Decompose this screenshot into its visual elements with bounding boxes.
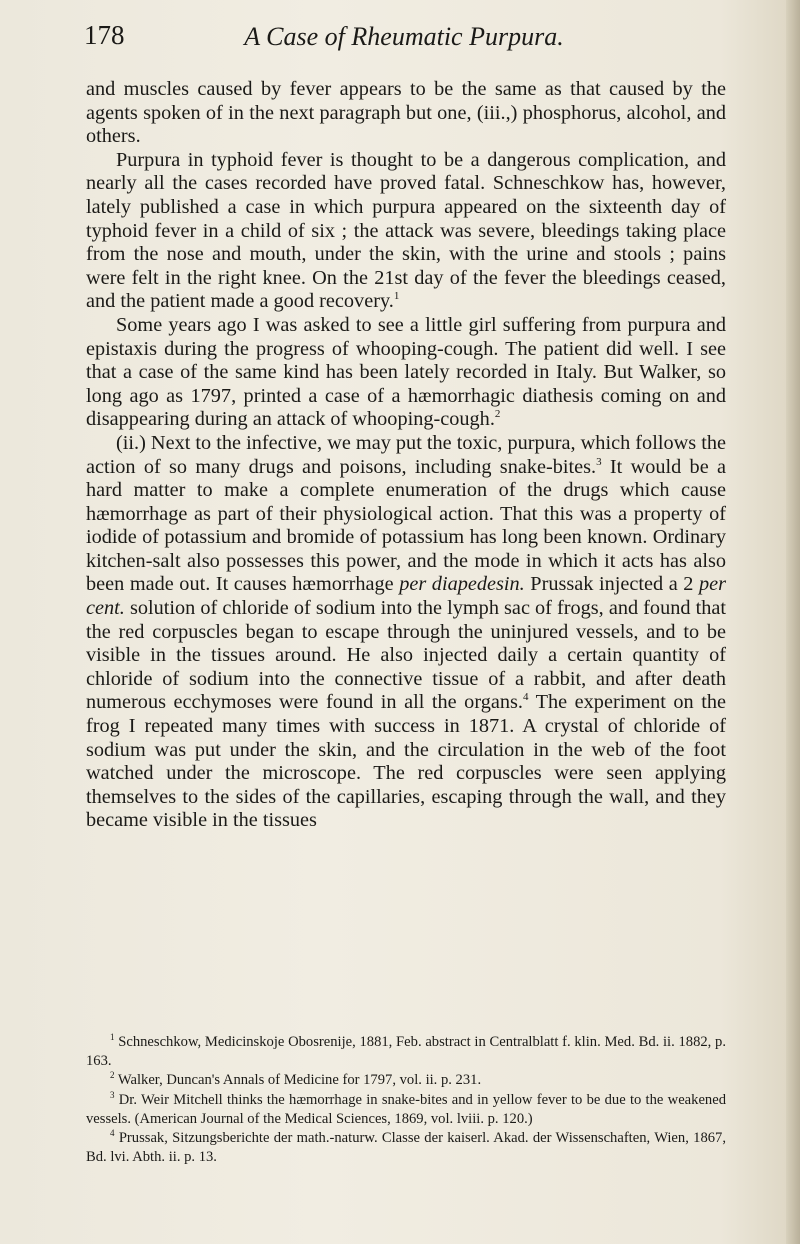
body-text — [86, 78, 726, 833]
footnote-ref: 2 — [494, 408, 501, 421]
footnote-ref: 3 — [596, 455, 602, 468]
page-number: 178 — [84, 20, 125, 50]
footnote-mark: 4 — [110, 1128, 115, 1139]
footnotes — [86, 1033, 726, 1167]
footnote-ref: 1 — [393, 290, 400, 303]
paragraph: and muscles caused by fever appears to be the same as that caused by the agents spoken of in the next paragraph but one, (iii.,) phosphorus, alcohol, and others. — [86, 78, 726, 148]
footnote-mark: 1 — [110, 1032, 115, 1042]
footnote: $^2$ Walker, Duncan's Annals of Medicine for 1797, vol. ii. p. 231. — [110, 1070, 482, 1089]
paragraph: Some years ago I was asked to see a little girl suffering from purpura and epistaxis during the progress of whooping-cough. The patient did well. I see that a case of the same kind has been lately recorded in Italy. But Walker, so long ago as 1797, printed a case of a hæmorrhagic diathesis coming on and disappearing during an attack of whooping-cough.$^2$ — [86, 313, 726, 431]
running-title: A Case of Rheumatic Purpura. — [244, 22, 564, 51]
footnote: $^1$ Schneschkow, Medicinskoje Obosrenije, 1881, Feb. abstract in Centralblatt f. klin. Med. Bd. ii. 1882, p. 163. — [86, 1032, 726, 1070]
paragraph: Purpura in typhoid fever is thought to be a dangerous complication, and nearly all the cases recorded have proved fatal. Schneschkow has, however, lately published a case in which purpura appeared on the sixteenth day of typhoid fever in a child of six ; the attack was severe, bleedings taking place from the nose and mouth, under the skin, with the urine and stools ; pains were felt in the right knee. On the 21st day of the fever the bleedings ceased, and the patient made a good recovery.$^1$ — [86, 148, 726, 313]
paragraph: (ii.) Next to the infective, we may put the toxic, purpura, which follows the action of so many drugs and poisons, including snake-bites.$^3$ It would be a hard matter to make a complete enumeration of the drugs which cause hæmorrhage as part of their physiological action. That this was a property of iodide of potassium and bromide of potassium has long been known. Ordinary kitchen-salt also possesses this power, and the mode in which it acts has also been made out. It causes hæmorrhage per diapedesin. Prussak injected a 2 per cent. solution of chloride of sodium into the lymph sac of frogs, and found that the red corpuscles began to escape through the uninjured vessels, and to be visible in the tissues around. He also injected daily a certain quantity of chloride of sodium into the connective tissue of a rabbit, and after death numerous ecchymoses were found in all the organs.$^4$ The experiment on the frog I repeated many times with success in 1871. A crystal of chloride of sodium was put under the skin, and the circulation in the web of the foot watched under the microscope. The red corpuscles were seen applying themselves to the sides of the capillaries, escaping through the wall, and they became visible in the tissues — [86, 431, 726, 832]
footnote-mark: 2 — [110, 1070, 115, 1081]
footnote: $^4$ Prussak, Sitzungsberichte der math.-naturw. Classe der kaiserl. Akad. der Wissenschaften, Wien, 1867, Bd. lvi. Abth. ii. p. 13. — [86, 1128, 726, 1166]
italic-text: per diapedesin. — [399, 573, 525, 596]
footnote-ref: 4 — [522, 691, 529, 704]
italic-text: per cent. — [86, 573, 726, 620]
page-edge — [786, 0, 800, 1244]
page-header — [84, 16, 724, 56]
footnote: $^3$ Dr. Weir Mitchell thinks the hæmorrhage in snake-bites and in yellow fever to be due to the weakened vessels. (American Journal of the Medical Sciences, 1869, vol. lviii. p. 120.) — [86, 1089, 726, 1127]
footnote-mark: 3 — [110, 1089, 115, 1100]
